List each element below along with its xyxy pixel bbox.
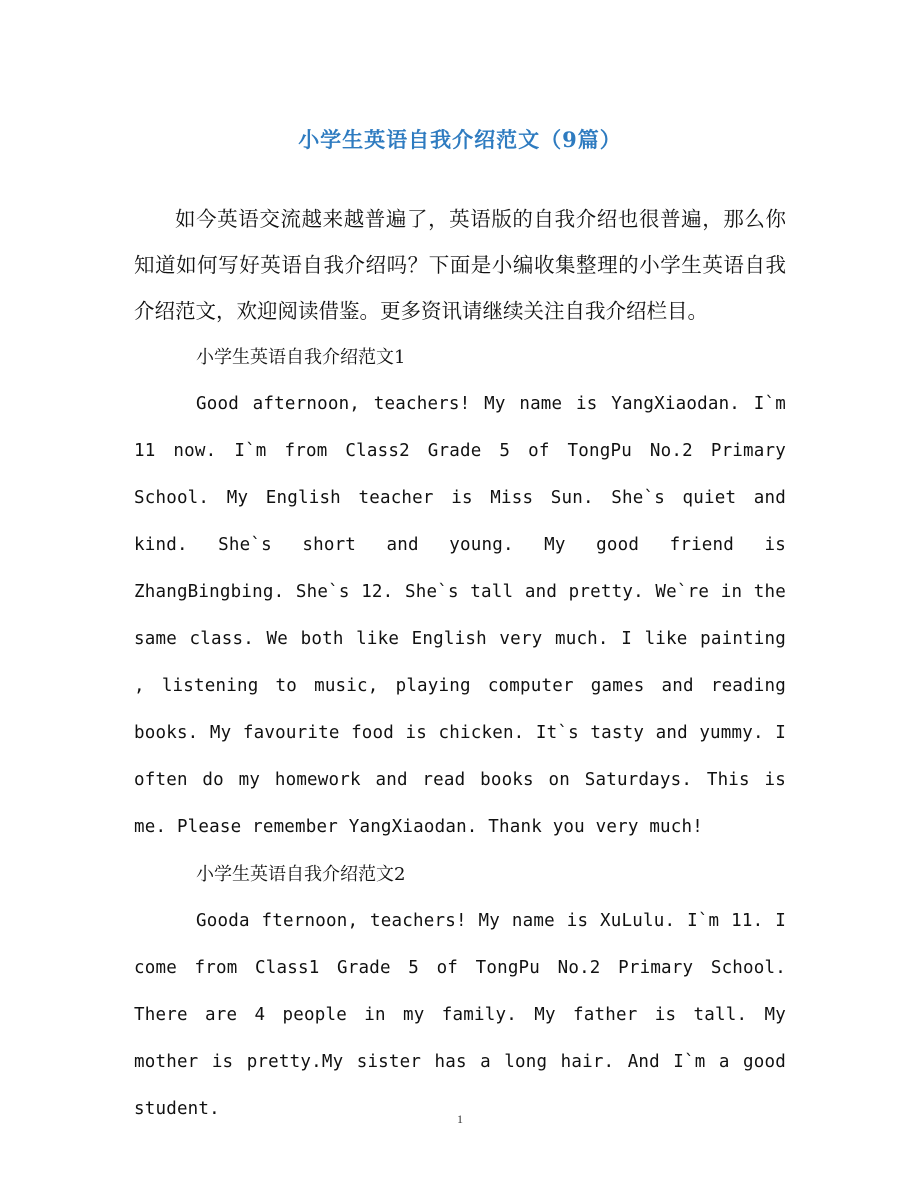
document-title: 小学生英语自我介绍范文（9篇） [298, 127, 622, 152]
document-body [134, 196, 786, 1180]
page-number: 1 [457, 1112, 463, 1126]
section-text-1: Good afternoon, teachers! My name is YangXiaodan. I`m 11 now. I`m from Class2 Grade 5 of TongPu No.2 Primary School. My English teacher is Miss Sun. She`s quiet and kind. She`s short and young. My good friend is ZhangBingbing. She`s 12. She`s tall and pretty. We`re in the same class. We both like English very much. I like painting , listening to music, playing computer games and reading books. My favourite food is chicken. It`s tasty and yummy. I often do my homework and read books on Saturdays. This is me. Please remember YangXiaodan. Thank you very much! [134, 394, 786, 837]
intro-paragraph: 如今英语交流越来越普遍了，英语版的自我介绍也很普遍，那么你知道如何写好英语自我介绍吗？下面是小编收集整理的小学生英语自我介绍范文，欢迎阅读借鉴。更多资讯请继续关注自我介绍栏目。 [134, 207, 786, 323]
section-heading-2: 小学生英语自我介绍范文2 [196, 864, 406, 885]
section-heading-1: 小学生英语自我介绍范文1 [196, 347, 406, 368]
section-text-2: Gooda fternoon, teachers! My name is XuLulu. I`m 11. I come from Class1 Grade 5 of TongPu No.2 Primary School. There are 4 people in my family. My father is tall. My mother is pretty.My sister has a long hair. And I`m a good student. [134, 911, 786, 1119]
section-text-2-container [134, 898, 786, 1180]
